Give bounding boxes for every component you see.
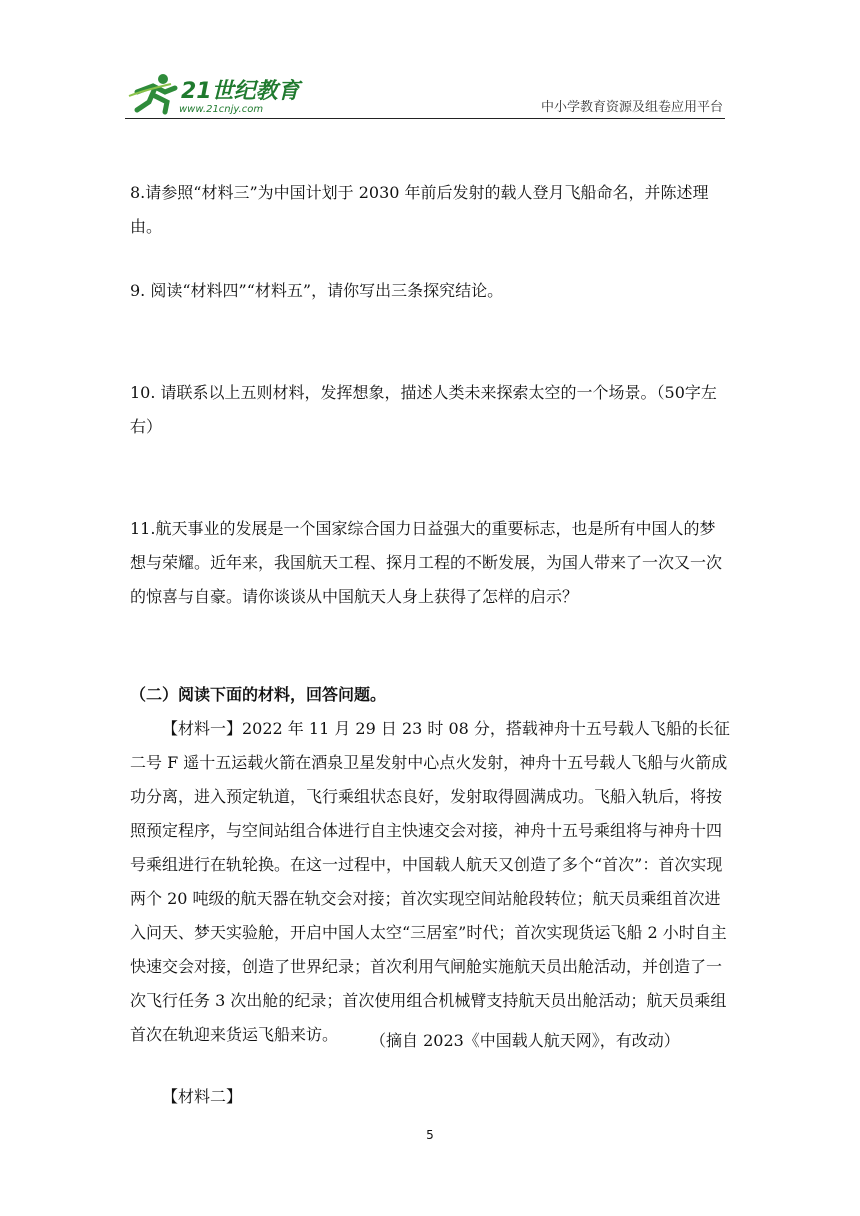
material-1-text: 【材料一】2022 年 11 月 29 日 23 时 08 分，搭载神舟十五号载人飞船的长征二号 F 遥十五运载火箭在酒泉卫星发射中心点火发射，神舟十五号载人飞船与火箭成功分离，进入预定轨道，飞行乘组状态良好，发射取得圆满成功。飞船入轨后，将按照预定程序，与空间站组合体进行自主快速交会对接，神舟十五号乘组将与神舟十四号乘组进行在轨轮换。在这一过程中，中国载人航天又创造了多个“首次”：首次实现两个 20 吨级的航天器在轨交会对接；首次实现空间站舱段转位；航天员乘组首次进入问天、梦天实验舱，开启中国人太空“三居室”时代；首次实现货运飞船 2 小时自主快速交会对接，创造了世界纪录；首次利用气闸舱实施航天员出舱活动，并创造了一次飞行任务 3 次出舱的纪录；首次使用组合机械臂支持航天员出舱活动；航天员乘组首次在轨迎来货运飞船来访。 xyxy=(130,719,730,1044)
page-header xyxy=(125,70,725,119)
svg-text:www.21cnjy.com: www.21cnjy.com xyxy=(179,104,264,115)
material-2-label: 【材料二】 xyxy=(162,1087,243,1106)
question-11: 11.航天事业的发展是一个国家综合国力日益强大的重要标志，也是所有中国人的梦想与荣耀。近年来，我国航天工程、探月工程的不断发展，为国人带来了一次又一次的惊喜与自豪。请你谈谈从中国航天人身上获得了怎样的启示？ xyxy=(130,519,723,606)
question-9: 9. 阅读“材料四”“材料五”，请你写出三条探究结论。 xyxy=(130,281,504,300)
svg-text:21世纪教育: 21世纪教育 xyxy=(181,79,300,104)
material-1-source: （摘自 2023《中国载人航天网》，有改动） xyxy=(370,1031,680,1050)
site-tagline: 中小学教育资源及组卷应用平台 xyxy=(540,100,723,115)
runner-logo-icon xyxy=(125,70,325,116)
section-heading: （二）阅读下面的材料，回答问题。 xyxy=(130,685,387,704)
question-8: 8.请参照“材料三”为中国计划于 2030 年前后发射的载人登月飞船命名，并陈述理由。 xyxy=(130,183,709,236)
page-number: 5 xyxy=(426,1128,434,1142)
question-10: 10. 请联系以上五则材料，发挥想象，描述人类未来探索太空的一个场景。（50字左右） xyxy=(130,383,717,436)
logo xyxy=(125,70,325,116)
